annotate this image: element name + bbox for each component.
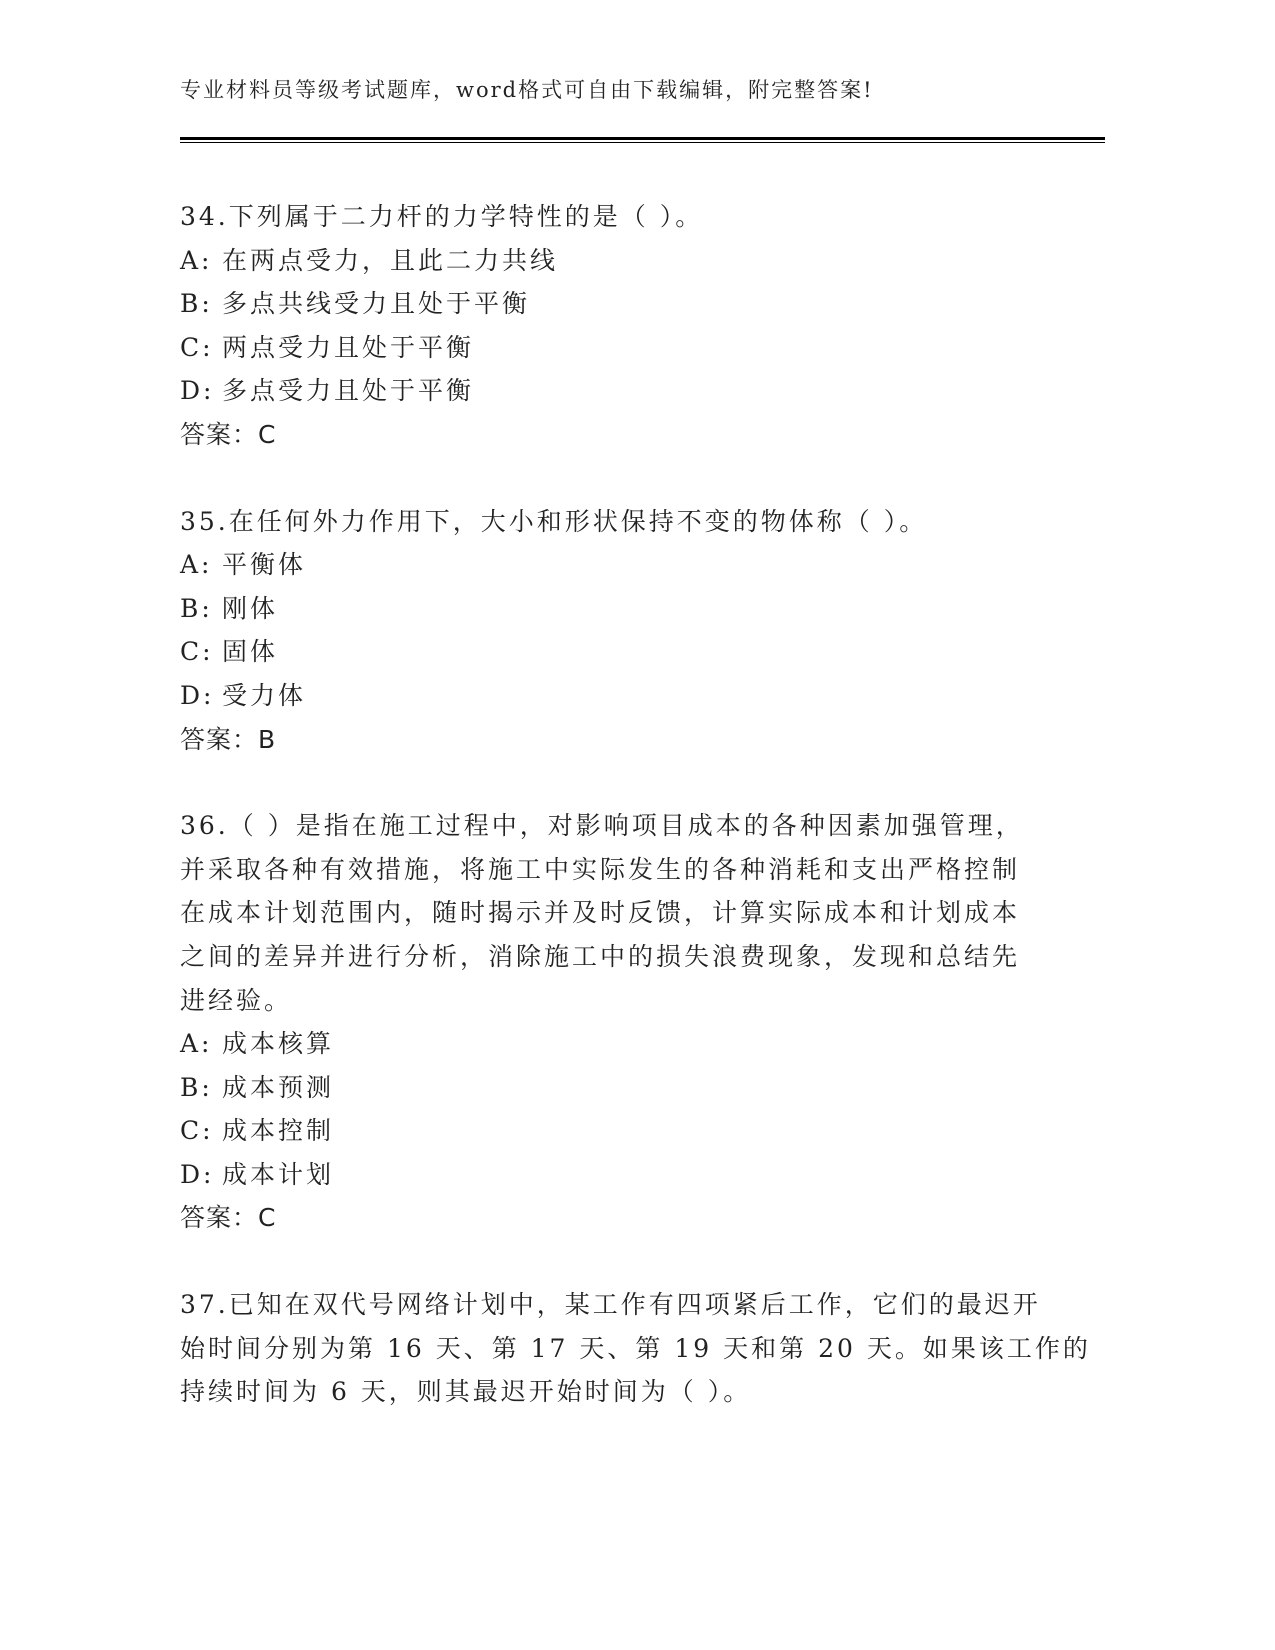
option-text: 成本核算 — [222, 1029, 335, 1059]
option-b — [180, 587, 1040, 631]
header-divider-thin — [180, 142, 1105, 143]
question-37 — [180, 1283, 1091, 1414]
option-label: B: — [180, 593, 213, 623]
question-stem-line: 持续时间为 6 天，则其最迟开始时间为（ ）。 — [180, 1377, 752, 1407]
question-stem: 34.下列属于二力杆的力学特性的是（ ）。 — [180, 202, 704, 231]
option-b — [180, 1066, 1040, 1110]
page-header: 专业材料员等级考试题库，word格式可自由下载编辑，附完整答案! — [180, 78, 874, 102]
option-text: 刚体 — [222, 593, 279, 623]
answer-line: 答案：C — [180, 419, 277, 449]
option-text: 两点受力且处于平衡 — [222, 332, 475, 362]
option-a — [180, 543, 1040, 587]
option-label: B: — [180, 289, 213, 319]
question-stem-line: 始时间分别为第 16 天、第 17 天、第 19 天和第 20 天。如果该工作的 — [180, 1333, 1091, 1363]
option-label: C: — [180, 637, 214, 667]
option-label: A: — [180, 550, 213, 580]
option-text: 平衡体 — [222, 550, 307, 580]
option-label: C: — [180, 332, 214, 362]
option-label: B: — [180, 1072, 213, 1102]
option-text: 成本控制 — [222, 1116, 335, 1146]
option-label: C: — [180, 1116, 214, 1146]
option-label: A: — [180, 1029, 213, 1059]
option-label: A: — [180, 245, 213, 275]
question-stem-line: 进经验。 — [180, 985, 293, 1015]
question-list — [180, 195, 1091, 1457]
option-label: D: — [180, 680, 215, 710]
option-text: 成本预测 — [222, 1072, 335, 1102]
option-text: 多点共线受力且处于平衡 — [222, 289, 531, 319]
option-a — [180, 239, 1040, 283]
answer-line: 答案：C — [180, 1203, 277, 1233]
option-text: 成本计划 — [222, 1159, 335, 1189]
question-stem-line: 37.已知在双代号网络计划中，某工作有四项紧后工作，它们的最迟开 — [180, 1290, 1041, 1320]
header-divider-thick — [180, 137, 1105, 140]
question-stem-line: 之间的差异并进行分析，消除施工中的损失浪费现象，发现和总结先 — [180, 941, 1021, 971]
option-label: D: — [180, 376, 215, 406]
option-text: 受力体 — [222, 680, 307, 710]
option-a — [180, 1022, 1040, 1066]
question-35 — [180, 500, 1040, 762]
option-b — [180, 282, 1040, 326]
option-c — [180, 326, 1040, 370]
answer-line: 答案：B — [180, 724, 277, 754]
option-text: 在两点受力，且此二力共线 — [222, 245, 559, 275]
question-stem-line: 并采取各种有效措施，将施工中实际发生的各种消耗和支出严格控制 — [180, 854, 1021, 884]
option-c — [180, 1109, 1040, 1153]
option-text: 固体 — [222, 637, 279, 667]
question-36 — [180, 804, 1040, 1240]
question-stem: 35.在任何外力作用下，大小和形状保持不变的物体称（ ）。 — [180, 506, 928, 536]
question-stem-line: 在成本计划范围内，随时揭示并及时反馈，计算实际成本和计划成本 — [180, 898, 1021, 928]
option-c — [180, 630, 1040, 674]
option-label: D: — [180, 1159, 215, 1189]
question-stem-line: 36.（ ）是指在施工过程中，对影响项目成本的各种因素加强管理， — [180, 811, 1024, 841]
option-d — [180, 369, 1040, 413]
option-d — [180, 674, 1040, 718]
option-d — [180, 1153, 1040, 1197]
question-34 — [180, 195, 1040, 457]
option-text: 多点受力且处于平衡 — [222, 376, 475, 406]
